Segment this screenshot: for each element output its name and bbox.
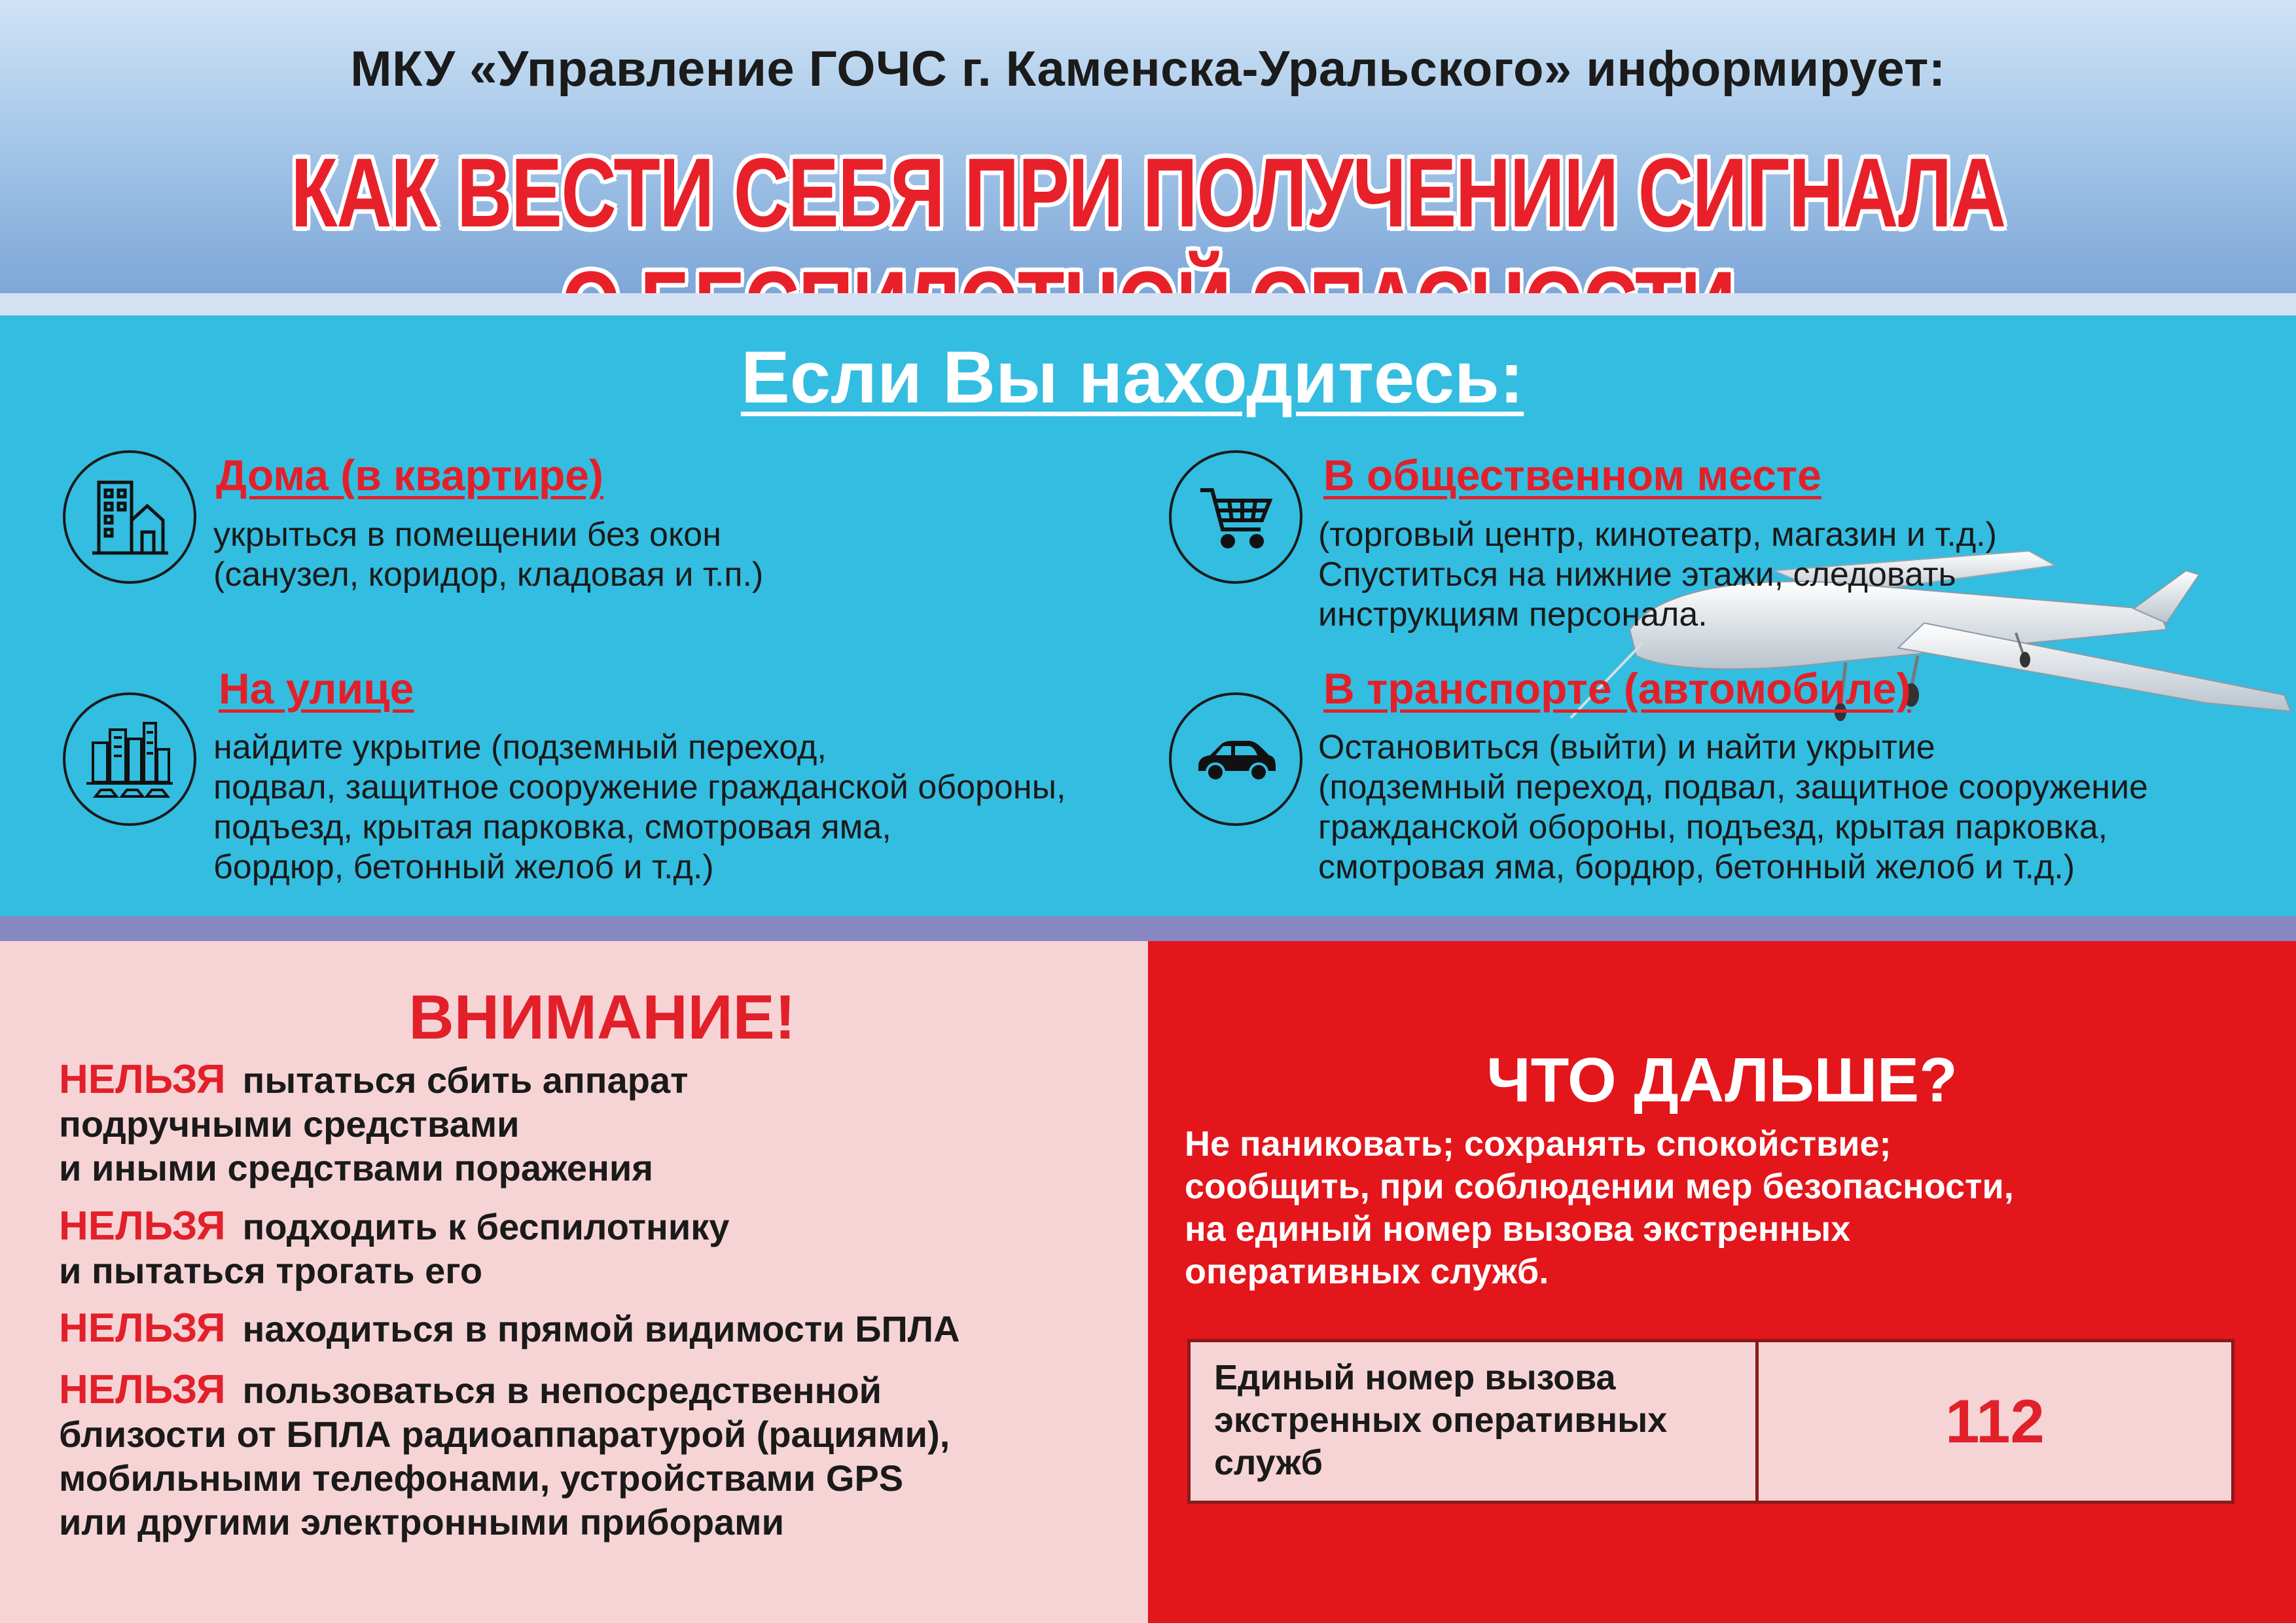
warning-item: [59, 1058, 689, 1190]
warning-item: [59, 1368, 950, 1544]
situations-title: Если Вы находитесь:: [741, 336, 1524, 418]
warning-text: подходить к беспилотнику: [242, 1206, 730, 1247]
warning-panel: [0, 941, 1148, 1623]
situation-text-home: укрыться в помещении без окон (санузел, коридор, кладовая и т.п.): [213, 516, 764, 594]
emergency-number[interactable]: 112: [1945, 1387, 2045, 1455]
next-steps-panel: [1148, 941, 2296, 1623]
situation-text-public-place: (торговый центр, кинотеатр, магазин и т.д.) Спуститься на нижние этажи, следовать инструкциям персонала.: [1318, 516, 1997, 633]
situations-section: [0, 315, 2296, 916]
warning-text: или другими электронными приборами: [59, 1501, 785, 1543]
warning-text: подручными средствами: [59, 1103, 520, 1145]
situation-title-public-place: В общественном месте: [1323, 451, 1821, 499]
warning-text: и иными средствами поражения: [59, 1147, 654, 1188]
warning-lead: НЕЛЬЗЯ: [59, 1306, 226, 1351]
apartment-building-icon: [63, 450, 196, 584]
warning-item: [59, 1306, 960, 1351]
warning-text: и пытаться трогать его: [59, 1250, 483, 1291]
situation-text-street: найдите укрытие (подземный переход, подвал, защитное сооружение гражданской обороны, подъезд, крытая парковка, смотровая яма, бордюр, бетонный желоб и т.д.): [213, 728, 1066, 886]
situation-title-street: На улице: [219, 664, 414, 713]
warning-lead: НЕЛЬЗЯ: [59, 1204, 226, 1249]
emergency-number-table: [1187, 1339, 2234, 1504]
page-title: КАК ВЕСТИ СЕБЯ ПРИ ПОЛУЧЕНИИ СИГНАЛА: [291, 137, 2005, 247]
situation-title-transport: В транспорте (автомобиле): [1323, 664, 1911, 713]
emergency-number-label: Единый номер вызова экстренных оперативных служб: [1191, 1342, 1759, 1501]
next-steps-title: ЧТО ДАЛЬШЕ?: [1486, 1045, 1958, 1115]
warning-text: пытаться сбить аппарат: [242, 1060, 689, 1101]
situation-text-transport: Остановиться (выйти) и найти укрытие (подземный переход, подвал, защитное сооружение гражданской обороны, подъезд, крытая парковка, смотровая яма, бордюр, бетонный желоб и т.д.): [1318, 728, 2148, 886]
situation-title-home: Дома (в квартире): [216, 451, 603, 499]
warning-lead: НЕЛЬЗЯ: [59, 1057, 226, 1102]
header-divider: [0, 293, 2296, 315]
warning-text: пользоваться в непосредственной: [242, 1370, 882, 1411]
shopping-cart-icon: [1169, 450, 1302, 584]
section-divider: [0, 916, 2296, 941]
warning-item: [59, 1204, 729, 1293]
next-steps-text: Не паниковать; сохранять спокойствие; сообщить, при соблюдении мер безопасности, на единый номер вызова экстренных оперативных служб.: [1185, 1124, 2014, 1291]
car-icon: [1169, 692, 1302, 826]
header-banner: [0, 0, 2296, 293]
header-subtitle: МКУ «Управление ГОЧС г. Каменска-Уральского» информирует:: [350, 41, 1946, 97]
warning-lead: НЕЛЬЗЯ: [59, 1367, 226, 1412]
city-street-icon: [63, 692, 196, 826]
warning-text: мобильными телефонами, устройствами GPS: [59, 1457, 904, 1499]
warning-text: находиться в прямой видимости БПЛА: [242, 1308, 960, 1349]
warning-text: близости от БПЛА радиоаппаратурой (рациями),: [59, 1414, 950, 1455]
warning-title: ВНИМАНИЕ!: [408, 982, 796, 1052]
